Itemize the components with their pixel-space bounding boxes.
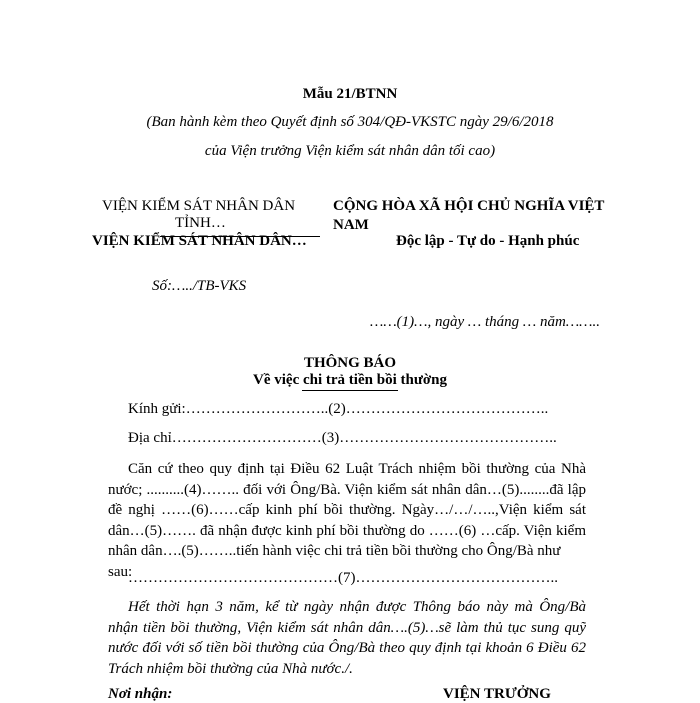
- recipients-label: Nơi nhận:: [108, 686, 173, 702]
- payment-details: ……………………………………(7)…………………………………..: [128, 570, 558, 586]
- paragraph-legal-basis-cont: [108, 480, 586, 580]
- document-number: Số:…../TB-VKS: [152, 278, 247, 294]
- paragraph-1-line-4: dân…(5)……. đã nhận được kinh phí bồi thường do ……(6) …cấp. Viện kiểm: [108, 522, 586, 539]
- paragraph-deadline-cont: [108, 618, 586, 680]
- nation-line-2: NAM: [333, 217, 369, 233]
- agency-line-1: VIỆN KIỂM SÁT NHÂN DÂN: [102, 198, 296, 214]
- document-subtitle: Về việc chi trả tiền bồi thường: [253, 372, 447, 388]
- paragraph-3-line-1: Hết thời hạn 3 năm, kể từ ngày nhận được Thông báo này mà Ông/Bà: [128, 599, 586, 615]
- address-field: Địa chỉ…………………………(3)……………………………………..: [128, 430, 557, 446]
- subtitle-underline: [302, 390, 398, 391]
- agency-line-2: TỈNH…: [175, 215, 226, 231]
- form-code: Mẫu 21/BTNN: [302, 86, 398, 102]
- document-title: THÔNG BÁO: [303, 355, 397, 371]
- form-issued-line-2: của Viện trưởng Viện kiểm sát nhân dân tối cao): [204, 143, 496, 159]
- paragraph-1-line-5: nhân dân….(5)……..tiến hành việc chi trả tiền bồi thường cho Ông/Bà như sau:: [108, 543, 561, 580]
- paragraph-1-line-2: nước; ..........(4)…….. đối với Ông/Bà. Viện kiểm sát nhân dân…(5)........đã lập: [108, 481, 586, 498]
- paragraph-1-line-3: đề nghị ……(6)……cấp kinh phí bồi thường. Ngày…/…/…..,Viện kiểm sát: [108, 502, 586, 518]
- recipient-field: Kính gửi:………………………..(2)…………………………………..: [128, 401, 549, 417]
- paragraph-3-line-4: Trách nhiệm bồi thường của Nhà nước./.: [108, 660, 353, 677]
- agency-underline: [160, 236, 320, 237]
- motto: Độc lập - Tự do - Hạnh phúc: [396, 233, 580, 249]
- paragraph-3-line-2: nhận tiền bồi thường, Viện kiểm sát nhân dân….(5)…sẽ làm thủ tục sung quỹ: [108, 619, 586, 636]
- nation-line-1: CỘNG HÒA XÃ HỘI CHỦ NGHĨA VIỆT: [333, 198, 605, 214]
- agency-line-3: VIỆN KIỂM SÁT NHÂN DÂN…: [92, 233, 307, 249]
- paragraph-1-line-1: Căn cứ theo quy định tại Điều 62 Luật Trách nhiệm bồi thường của Nhà: [128, 461, 586, 477]
- paragraph-3-line-3: nước đối với số tiền bồi thường của Ông/Bà theo quy định tại khoản 6 Điều 62: [108, 640, 586, 656]
- place-date: ……(1)…, ngày … tháng … năm……..: [370, 314, 601, 330]
- form-issued-line-1: (Ban hành kèm theo Quyết định số 304/QĐ-VKSTC ngày 29/6/2018: [146, 114, 554, 130]
- paragraph-legal-basis: [128, 459, 586, 480]
- paragraph-deadline: [128, 597, 586, 618]
- signer-title: VIỆN TRƯỞNG: [443, 686, 551, 702]
